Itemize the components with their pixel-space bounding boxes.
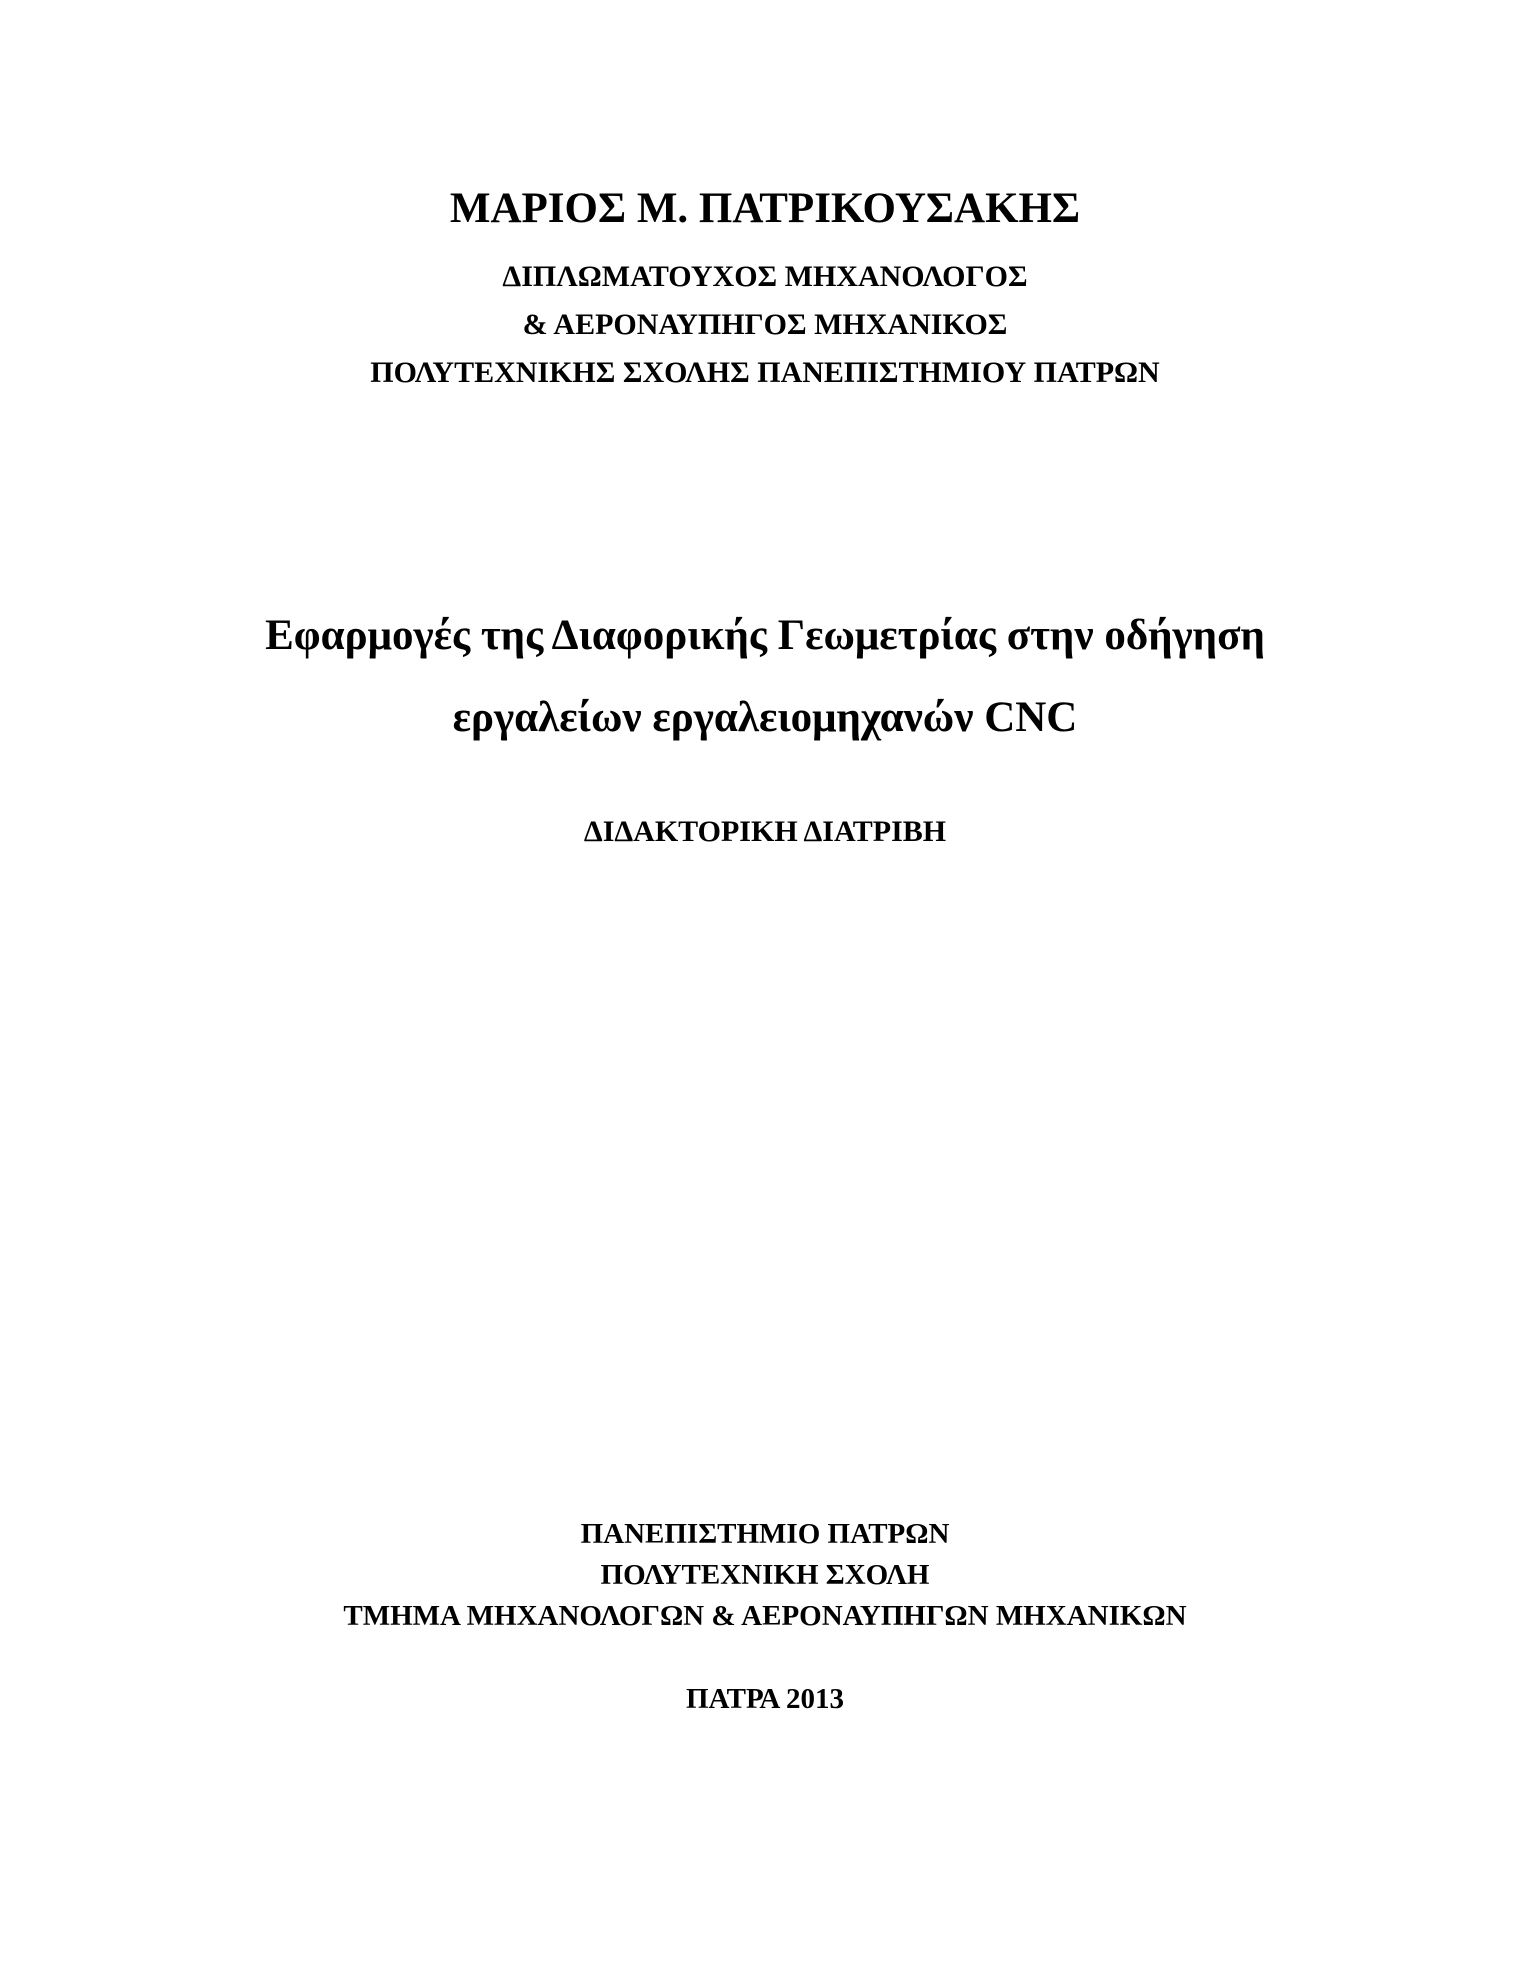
author-credential-line: & ΑΕΡΟΝΑΥΠΗΓΟΣ ΜΗΧΑΝΙΚΟΣ xyxy=(522,308,1008,341)
institution-line: ΠΟΛΥΤΕΧΝΙΚΗ ΣΧΟΛΗ xyxy=(600,1559,930,1591)
thesis-type: ΔΙΔΑΚΤΟΡΙΚΗ ΔΙΑΤΡΙΒΗ xyxy=(583,815,947,848)
institution-line: ΤΜΗΜΑ ΜΗΧΑΝΟΛΟΓΩΝ & ΑΕΡΟΝΑΥΠΗΓΩΝ ΜΗΧΑΝΙΚΩΝ xyxy=(343,1600,1187,1632)
author-credential-line: ΠΟΛΥΤΕΧΝΙΚΗΣ ΣΧΟΛΗΣ ΠΑΝΕΠΙΣΤΗΜΙΟΥ ΠΑΤΡΩΝ xyxy=(370,356,1160,389)
institution-line: ΠΑΝΕΠΙΣΤΗΜΙΟ ΠΑΤΡΩΝ xyxy=(580,1518,950,1550)
thesis-title-line: εργαλείων εργαλειομηχανών CNC xyxy=(452,694,1078,741)
author-name: ΜΑΡΙΟΣ Μ. ΠΑΤΡΙΚΟΥΣΑΚΗΣ xyxy=(449,185,1081,232)
place-date: ΠΑΤΡΑ 2013 xyxy=(685,1683,845,1715)
thesis-title-line: Εφαρμογές της Διαφορικής Γεωμετρίας στην οδήγηση xyxy=(265,612,1265,659)
author-credential-line: ΔΙΠΛΩΜΑΤΟΥΧΟΣ ΜΗΧΑΝΟΛΟΓΟΣ xyxy=(502,260,1028,293)
